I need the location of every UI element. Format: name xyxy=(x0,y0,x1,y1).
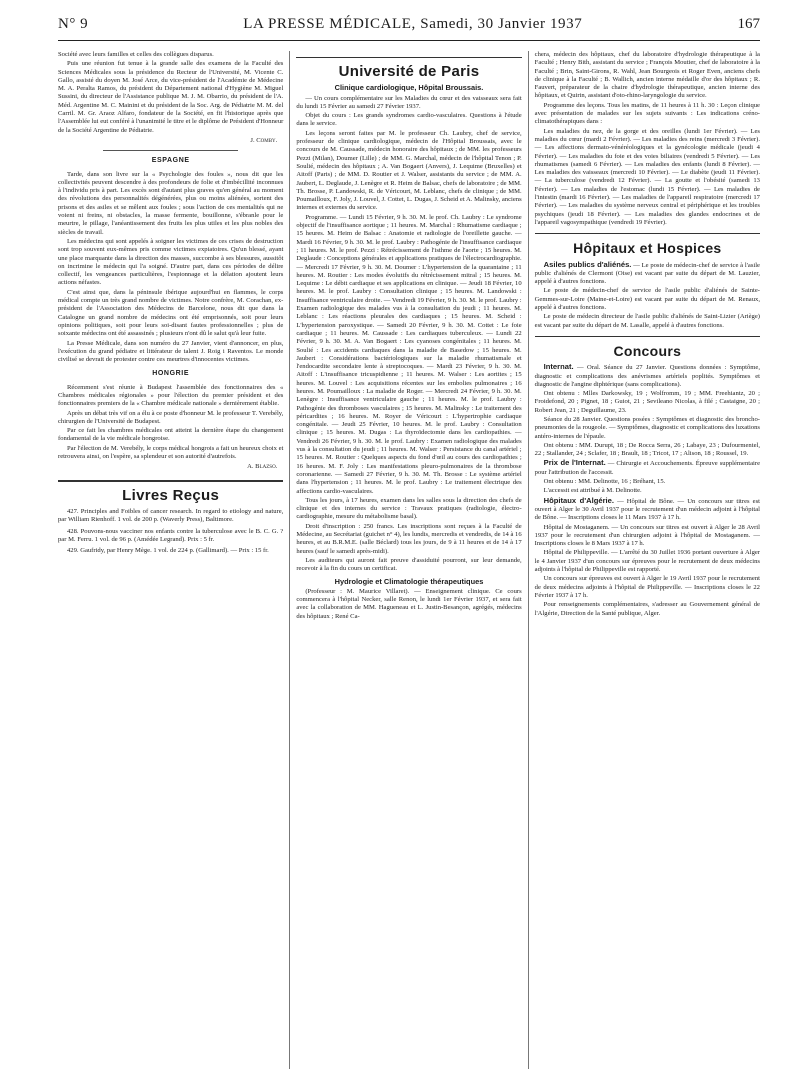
book-entry: 428. Pouvons-nous vacciner nos enfants contre la tuberculose avec le B. C. G. ? par M. Ferru. 1 vol. de 96 p. (Amédée Legrand). Prix : 5 fr. xyxy=(58,527,284,543)
columns xyxy=(58,51,760,1069)
paragraph: Objet du cours : Les grands syndromes cardio-vasculaires. Questions à l'étude dans le service. xyxy=(296,112,522,128)
subsection-heading: Internat. xyxy=(543,362,574,372)
paragraph: Programme. — Lundi 15 Février, 9 h. 30. M. le prof. Ch. Laubry : Le syndrome objectif de l'insuffisance aortique ; 11 heures. M. Marchal : Rhumatisme cardiaque ; 15 heures. M. Heim de Balsac : Anatomie et radiologie de l'oreillette gauche. — Mardi 16 Février, 9 h. 30. M. le prof. Laubry : Pathogénie de l'insuffisance cardiaque ; 11 heures. M. le prof. Pezzi : Rétrécissement de l'isthme de l'aorte ; 15 heures. M. Deglaude : Conceptions générales et applications pratiques de l'électrocardiographie. — Mercredi 17 Février, 9 h. 30. M. Doumer : L'hypertension de la quarantaine ; 11 heures. M. Routier : Les modes évolutifs du rétrécissement mitral ; 15 heures. M. Lequime : Le débit cardiaque et ses applications en clinique. — Jeudi 18 Février, 10 heures. M. le prof. Laubry : Consultation clinique ; 15 heures. M. Landowski : Insuffisance ventriculaire droite. — Vendredi 19 Février, 9 h. 30. M. le prof. Laubry : Examen radiologique des malades vus à la consultation du jeudi ; 11 heures. M. Leblanc : Les réactions pleurales des cardiaques ; 15 heures. M. Scheid : L'hypertension paroxystique. — Samedi 20 Février, 9 h. 30. M. Cottet : Le foie cardiaque ; 11 heures. M. Caussade : Les cardiaques tuberculeux. — Lundi 22 Février, 9 h. 30. M. A. Van Bogaert : Les cyanoses congénitales ; 11 heures. M. Soulié : Les accidents cardiaques dans la maladie de Basedow ; 15 heures. M. Jaubert : Considérations bactériologiques sur la maladie rhumatismale et l'endocardite secondaire lente à streptocoques. — Mardi 23 Février, 9 h. 30. M. Aitoff : L'insuffisance tricuspidienne ; 11 heures. M. Walser : Les aortites ; 15 heures. M. Louvel : Les acquisitions récentes sur les embolies pulmonaires ; 16 heures. M. Poumailloux : La maladie de Roger. — Mercredi 24 Février, 9 h. 30. M. Lenègre : Insuffisance ventriculaire gauche ; 11 heures. M. le prof. Laubry : Pathogénie des thromboses vasculaires ; 15 heures. M. Malinsky : Le traitement des péricardites ; 16 heures. M. Royer de Véricourt : L'hypertrophie cardiaque congénitale. — Jeudi 25 Février, 10 heures. M. le prof. Laubry : Consultation clinique ; 15 heures. M. Dugas : La thyroïdectomie dans les cardiopathies. — Vendredi 26 Février, 9 h. 30. M. le prof. Laubry : Examen radiologique des malades vus à la consultation du jeudi ; 11 heures. M. Walser : Persistance du canal artériel ; 15 heures. M. Routier : Quelques aspects du fond d'œil au cours des cardiopathies ; 16 heures. M. F. Joly : Les manifestations pleuro-pulmonaires de la thrombose coronarienne. — Samedi 27 Février, 9 h. 30. M. Th. Brosse : Le système artériel dans l'hypertension ; 11 heures. M. le prof. Laubry : Le traitement électrique des affections cardio-vasculaires. xyxy=(296,213,522,495)
paragraph: — Un cours complémentaire sur les Maladies du cœur et des vaisseaux sera fait du lundi 15 Février au samedi 27 Février 1937. xyxy=(296,94,522,110)
paragraph: Programme des leçons. Tous les matins, de 11 heures à 11 h. 30 : Leçon clinique avec présentation de malades sur les sujets suivants : Les indications créno-climatothérapiques dans : xyxy=(534,101,760,126)
issue-number: N° 9 xyxy=(58,16,89,32)
divider xyxy=(535,336,760,337)
paragraph: Tarde, dans son livre sur la « Psychologie des foules », nous dit que les collectivités peuvent descendre à des profondeurs de folie et d'imbécillité inconnues à l'individu pris à part. Les excès sont d'autant plus graves qu'en général au moment des révolutions des personnalités dégénérées, plus ou moins aliénées, sortent des prisons et des asiles et se mêlent aux foules ; sous l'action de ces mentalités qui ne voient ni freins, ni obstacles, la masse fermente, bouillonne, s'ébranle pour le meurtre, le pillage, l'anéantissement des fruits les plus utiles et les plus nobles des siècles de travail. xyxy=(58,170,284,236)
paragraph: Le poste de médecin directeur de l'asile public d'aliénés de Saint-Lizier (Ariège) est vacant par suite du départ de M. Lasalle, appelé à d'autres fonctions. xyxy=(534,313,760,329)
subsection-heading: Clinique cardiologique, Hôpital Broussais. xyxy=(334,83,484,93)
paragraph: Ont obtenu : MM. Durupt, 18 ; De Rocca Serra, 26 ; Labaye, 23 ; Dufourmentel, 22 ; Stallander, 24 ; Sclafer, 18 ; Brault, 18 ; Tricot, 17 ; Alison, 18 ; Roussel, 19. xyxy=(534,441,760,458)
paragraph: Ont obtenu : Mlles Darkowsky, 19 ; Wolfromm, 19 ; MM. Freehiantz, 20 ; Froidefond, 20 ; Pignet, 18 ; Guiot, 21 ; Sevileano Nicolas, à filé ; Castaigne, 20 ; Robert Jean, 21 ; Deguillaume, 23. xyxy=(534,390,760,414)
paragraph: Puis une réunion fut tenue à la grande salle des examens de la Faculté des Sciences Médicales sous la présidence du Recteur de l'Université, M. Vicente C. Gallo, assisté du doyen M. José Arce, du vice-président de l'Académie de Médecine M. A. Peralta Ramos, du président du Département national d'Hygiène M. Miguel Sussini, du directeur de l'Assistance publique M. J. M. Obarrio, du président de l'A. Méd. Argentine M. C. Mainini et du président de la Soc. Arg. de Pédiatrie M. M. del Carril. M. Gr. Araoz Alfaro, fondateur de la Société, en fit l'historique après que l'Assemblée lui eut conféré à l'unanimité le titre et le diplôme de Président d'Honneur de la Société Argentine de Pédiatrie. xyxy=(58,60,284,134)
paragraph: Un concours sur épreuves est ouvert à Alger le 19 Avril 1937 pour le recrutement de deux médecins adjoints à l'hôpital de Philippeville. — Inscriptions closes le 22 Février 1937 à 17 h. xyxy=(534,575,760,599)
subsection-heading: Hydrologie et Climatologie thérapeutiques xyxy=(334,576,484,586)
paragraph: Par ce fait les chambres médicales ont atteint la dernière étape du changement fondamental de la vie médicale hongroise. xyxy=(58,427,284,443)
divider xyxy=(535,233,760,234)
paragraph: Les auditeurs qui auront fait preuve d'assiduité pourront, sur leur demande, recevoir à la fin du cours un certificat. xyxy=(296,556,522,573)
book-entry: 429. Gaufridy, par Henry Mège. 1 vol. de 224 p. (Gallimard). — Prix : 15 fr. xyxy=(67,547,269,555)
paragraph: (Professeur : M. Maurice Villaret). — Enseignement clinique. Ce cours commencera à l'hôpital Necker, salle Renon, le lundi 1er Février 1937, et sera fait avec la collaboration de MM. Hagueneau et L. Justin-Besançon, agrégés, médecins des hôpitaux ; René Ca- xyxy=(296,587,522,620)
divider xyxy=(296,57,521,58)
paragraph-text: — Oral. Séance du 27 Janvier. Questions données : Symptôme, diagnostic et complications des anévrismes artériels poplités. Symptômes et diagnostic de l'angine diphtérique (sans complications). xyxy=(534,364,760,388)
paragraph: Droit d'inscription : 250 francs. Les inscriptions sont reçues à la Faculté de Médecine, au Secrétariat (guichet n° 4), les lundis, mercredis et vendredis, de 14 à 16 heures, et au B.R.M.E. (salle Béclard) tous les jours, de 9 à 11 heures et de 14 à 17 heures (sauf le samedi après-midi). xyxy=(296,522,522,555)
paragraph-text: — Chirurgie et Accouchements. Épreuve supplémentaire pour l'attribution de l'accessit. xyxy=(534,460,760,476)
column-right xyxy=(529,51,760,1069)
signature: J. Comby. xyxy=(250,136,278,144)
paragraph: Pour renseignements complémentaires, s'adresser au Gouvernement général de l'Algérie, Direction de la Santé publique, Alger. xyxy=(534,601,760,617)
section-title-livres-recus: Livres Reçus xyxy=(122,486,220,504)
section-heading-espagne: ESPAGNE xyxy=(151,157,190,165)
paragraph: Ont obtenu : MM. Delinotte, 16 ; Bréhant, 15. xyxy=(543,478,666,486)
journal-title: LA PRESSE MÉDICALE, Samedi, 30 Janvier 1937 xyxy=(243,16,583,32)
column-left xyxy=(58,51,290,1069)
section-heading-hongrie: HONGRIE xyxy=(152,370,190,378)
paragraph: Les leçons seront faites par M. le professeur Ch. Laubry, chef de service, professeur de clinique cardiologique, médecin de l'Hôpital Broussais, avec le concours de M. Caussade, médecin honoraire des hôpitaux ; de MM. les professeurs Pezzi (Milan), Doumer (Lille) ; de MM. G. Marchal, médecin de l'hôpital Tenon ; P. Soulié, médecin des hôpitaux ; A. Van Bogaert (Anvers), J. Lequime (Bruxelles) et Aitoff (Paris) ; de MM. D. Routier et J. Walser, assistants du service ; de MM. A. Jaubert, L. Deglaude, J. Lenègre et R. Heim de Balsac, chefs de laboratoire ; de MM. Th. Brosse, P. Landowski, R. de Véricourt, M. Leblanc, chefs de clinique ; de MM. Poumailloux, F. Joly, J. Louvel, J. Cottet, L. Dugas, J. Scheid et A. Malinsky, anciens internes et externes du service. xyxy=(296,129,522,212)
paragraph: La Presse Médicale, dans son numéro du 27 Janvier, vient d'annoncer, en plus, l'exécution du grand pédiatre et littérateur de talent J. Roig i Raventos. Le monde civilisé se devrait de protester contre ces meurtres d'innocentes victimes. xyxy=(58,339,284,364)
paragraph: Les maladies du nez, de la gorge et des oreilles (lundi 1er Février). — Les maladies du cœur (mardi 2 Février). — Les maladies des reins (mercredi 3 Février). — Les affections dermato-vénéréologiques et la gynécologie médicale (jeudi 4 Février). — Les maladies du foie et des voies biliaires (vendredi 5 Février). — Les rhumatismes (samedi 6 Février). — Les maladies des enfants (lundi 8 Février). — Les maladies des vaisseaux (mercredi 10 Février). — Le diabète (jeudi 11 Février). — La tuberculose (vendredi 12 Février). — La goutte et l'obésité (samedi 13 Février). — Les maladies de l'estomac (lundi 15 Février). — Les maladies de l'intestin (mardi 16 Février). — Les maladies de l'appareil respiratoire (mercredi 17 Février). — Les maladies du système nerveux central et périphérique et les troubles psychiques (jeudi 18 Février). — Les maladies des glandes endocrines et de l'appareil vagosympathique (vendredi 19 Février). xyxy=(534,127,760,226)
paragraph: Hôpital de Philippeville. — L'arrêté du 30 Juillet 1936 portant ouverture à Alger le 4 Janvier 1937 d'un concours sur épreuves pour le recrutement de deux médecins adjoints à l'hôpital de Philippeville est rapporté. xyxy=(534,549,760,574)
masthead xyxy=(58,16,760,41)
paragraph-text: — Hôpital de Bône. — Un concours sur titres est ouvert à Alger le 30 Avril 1937 pour le recrutement d'un médecin adjoint à l'hôpital de Bône. — Inscriptions closes le 11 Mars 1937 à 17 h. xyxy=(534,497,760,522)
paragraph-text: — Le poste de médecin-chef de service à l'asile public d'aliénés de Clermont (Oise) est vacant par suite du départ de M. Lauzier, appelé à d'autres fonctions. xyxy=(534,261,760,286)
section-title-concours: Concours xyxy=(613,342,682,359)
paragraph: Tous les jours, à 17 heures, examen dans les salles sous la direction des chefs de clinique et des internes du service : Travaux pratiques (radiologie, électro-cardiographie, mesure du métabolisme basal). xyxy=(296,496,522,521)
paragraph: Par l'élection de M. Verebély, le corps médical hongrois a fait un heureux choix et retrouvera ainsi, on l'espère, sa splendeur et son autorité d'autrefois. xyxy=(58,444,284,461)
section-title-universite: Université de Paris xyxy=(338,63,480,80)
paragraph: Hôpital de Mostaganem. — Un concours sur titres est ouvert à Alger le 28 Avril 1937 pour le recrutement d'un chirurgien adjoint à l'hôpital de Mostaganem. — Inscriptions closes le 8 Mars 1937 à 17 h. xyxy=(534,523,760,548)
page-number: 167 xyxy=(737,16,760,32)
subsection-heading: Hôpitaux d'Algérie. xyxy=(543,495,614,505)
paragraph: Le poste de médecin-chef de service de l'asile public d'aliénés de Sainte-Gemmes-sur-Loire (Maine-et-Loire) est vacant par suite du départ de M. Renaux, appelé à d'autres fonctions. xyxy=(534,287,760,312)
paragraph: Après un débat très vif on a élu à ce poste d'honneur M. le professeur T. Verebély, chirurgien de l'Université de Budapest. xyxy=(58,409,284,425)
paragraph: Société avec leurs familles et celles des collègues disparus. xyxy=(58,51,214,58)
column-middle xyxy=(290,51,528,1069)
paragraph: chera, médecin des hôpitaux, chef du laboratoire d'hydrologie thérapeutique à la Faculté ; Henry Bith, assistant du service ; François Moutier, chef de laboratoire à la Faculté ; Brin, Saint-Girons, R. Wahl, Jean Bourgeois et Roger Even, anciens chefs de clinique à la Faculté ; B. Wallich, ancien interne médaille d'or des hôpitaux ; R. Fauvert, préparateur de la chaire d'hydrologie thérapeutique, ancien interne des hôpitaux, et Quirin, assistant d'oto-rhino-laryngologie du service. xyxy=(534,51,760,100)
divider xyxy=(103,150,238,151)
subsection-heading: Prix de l'Internat. xyxy=(543,458,606,468)
subsection-heading: Asiles publics d'aliénés. xyxy=(543,259,632,269)
book-entry: 427. Principles and Foibles of cancer research. In regard to etiology and nature, par William Rienhoff. 1 vol. de 200 p. (Waverly Press), Baltimore. xyxy=(58,507,284,524)
paragraph: Les médecins qui sont appelés à soigner les victimes de ces crises de destruction sont trop souvent eux-mêmes pris comme victimes expiatoires. Qu'un blessé, ayant une place marquante dans la direction des masses, succombe à ses blessures, aussitôt on incrimine le médecin qui l'a soigné. D'autre part, dans ces périodes de délire collectif, les vengeances particulières, l'espionnage et la délation ajoutent leurs actions néfastes. xyxy=(58,237,284,287)
paragraph: Récemment s'est réunie à Budapest l'assemblée des fonctionnaires des « Chambres médicales régionales » pour l'élection du premier président et des fonctionnaires premiers de la « Chambre médicale nationale » dernièrement établie. xyxy=(58,383,284,408)
signature: A. Blazso. xyxy=(247,463,278,471)
divider xyxy=(58,480,283,482)
paragraph: Séance du 28 Janvier. Questions posées : Symptômes et diagnostic des broncho-pneumonies de la rougeole. — Symptômes, diagnostic et complications des luxations antéro-internes de l'épaule. xyxy=(534,415,760,440)
paragraph: L'accessit est attribué à M. Delinotte. xyxy=(543,487,642,495)
paragraph: C'est ainsi que, dans la péninsule ibérique aujourd'hui en flammes, le corps médical compte un très grand nombre de victimes. Notre confrère, M. Corachan, ex-président de l'Association des Médecins de Barcelone, nous dit que dans la Catalogne un grand nombre de médecins ont été emprisonnés, soit pour leurs opinions politiques, soit pour leurs soi-disant fautes professionnelles ; plus de soixante médecins ont été assassinés ; plusieurs n'ont dû le salut qu'à leur fuite. xyxy=(58,288,284,338)
section-title-hopitaux: Hôpitaux et Hospices xyxy=(573,240,722,257)
